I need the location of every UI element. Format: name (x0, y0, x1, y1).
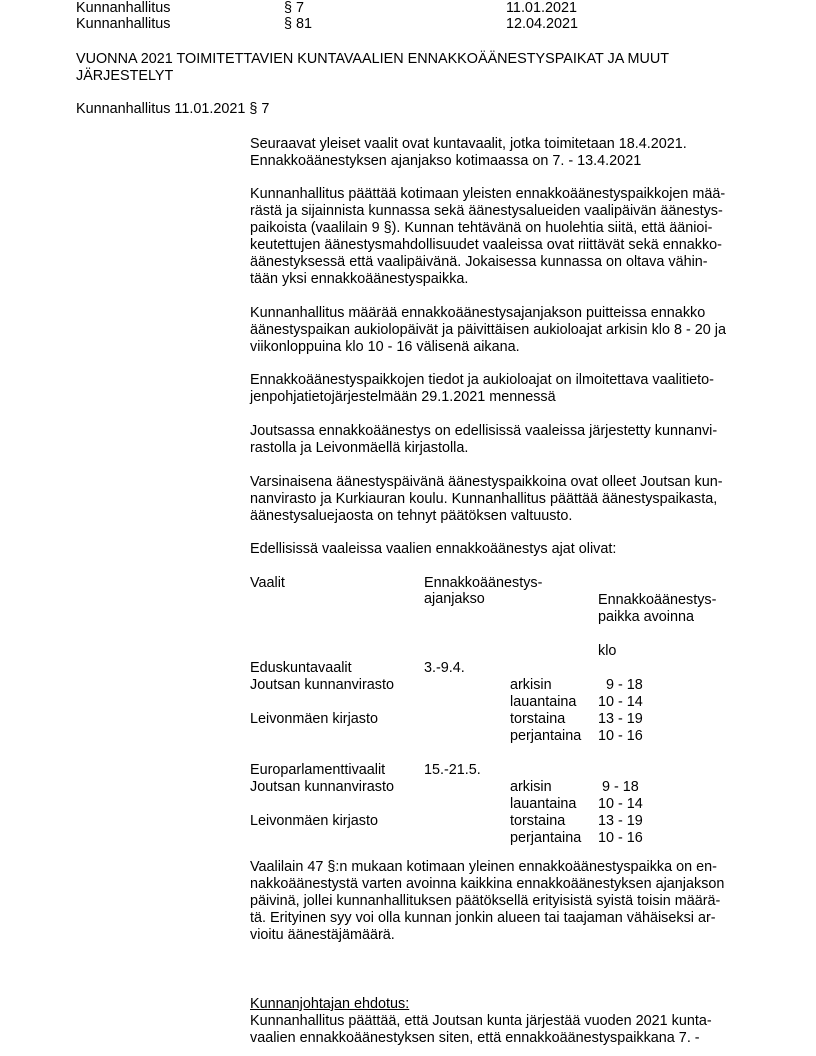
hours-value: 10 - 14 (598, 796, 643, 812)
header-date: 12.04.2021 (506, 16, 579, 32)
election-name: Eduskuntavaalit (250, 660, 352, 676)
text-line: jenpohjatietojärjestelmään 29.1.2021 mennessä (250, 389, 556, 405)
header-section: § 7 (284, 0, 305, 16)
text-line: Kunnanhallitus määrää ennakkoäänestysajanjakson puitteissa ennakko (250, 305, 706, 321)
day-label: torstaina (510, 813, 566, 829)
text-line: nakkoäänestystä varten avoinna kaikkina ennakkoäänestyksen ajanjakson (250, 876, 725, 892)
day-label: torstaina (510, 711, 566, 727)
proposal-section (250, 996, 739, 1047)
paragraph-election-law (250, 859, 739, 944)
text-line: vioitu äänestäjämäärä. (250, 927, 395, 943)
hours-value: 10 - 16 (598, 830, 643, 846)
col-header-open: Ennakkoäänestys- (598, 592, 717, 608)
paragraph-election-day-locations (250, 474, 739, 525)
header-date: 11.01.2021 (506, 0, 577, 16)
election-name: Europarlamenttivaalit (250, 762, 386, 778)
paragraph-previous-times (250, 541, 739, 558)
proposal-heading: Kunnanjohtajan ehdotus: (250, 996, 410, 1012)
text-line: Edellisissä vaaleissa vaalien ennakkoäänestys ajat olivat: (250, 541, 617, 557)
header-section: § 81 (284, 16, 313, 32)
paragraph-board-duties (250, 186, 739, 288)
meeting-reference: Kunnanhallitus 11.01.2021 § 7 (76, 101, 270, 117)
day-label: perjantaina (510, 728, 582, 744)
paragraph-registration (250, 372, 739, 406)
election-period: 3.-9.4. (424, 660, 465, 676)
text-line: tään yksi ennakkoäänestyspaikka. (250, 271, 469, 287)
hours-value: 13 - 19 (598, 813, 643, 829)
day-label: lauantaina (510, 796, 577, 812)
hours-value: 10 - 16 (598, 728, 643, 744)
text-line: vaalien ennakkoäänestyksen siten, että ennakkoäänestyspaikkana 7. - (250, 1030, 700, 1046)
paragraph-election-dates (250, 136, 739, 170)
paragraph-previous-locations (250, 423, 739, 457)
text-line: nanvirasto ja Kurkiauran koulu. Kunnanhallitus päättää äänestyspaikasta, (250, 491, 718, 507)
day-label: lauantaina (510, 694, 577, 710)
hours-value: 13 - 19 (598, 711, 643, 727)
text-line: päivinä, jollei kunnanhallituksen päätöksellä erityisistä syistä toisin määrä- (250, 893, 721, 909)
text-line: Kunnanhallitus päättää, että Joutsan kunta järjestää vuoden 2021 kunta- (250, 1013, 712, 1029)
document-title: VUONNA 2021 TOIMITETTAVIEN KUNTAVAALIEN ENNAKKOÄÄNESTYSPAIKAT JA MUUT JÄRJESTELYT (76, 51, 669, 84)
text-line: äänestysaluejaosta on tehnyt päätöksen valtuusto. (250, 508, 573, 524)
hours-value: 9 - 18 (602, 779, 639, 795)
text-line: Ennakkoäänestyksen ajanjakso kotimaassa on 7. - 13.4.2021 (250, 153, 642, 169)
day-label: arkisin (510, 677, 552, 693)
day-label: perjantaina (510, 830, 582, 846)
text-line: keutettujen äänestysmahdollisuudet vaaleissa ovat riittävät sekä ennakko- (250, 237, 722, 253)
header-body: Kunnanhallitus (76, 16, 171, 32)
text-line: äänestyspaikan aukiolopäivät ja päivittäisen aukioloajat arkisin klo 8 - 20 ja (250, 322, 726, 338)
day-label: arkisin (510, 779, 552, 795)
text-line: äänestyksessä että vaalipäivänä. Jokaisessa kunnassa on oltava vähin- (250, 254, 708, 270)
text-line: rästä ja sijainnista kunnassa sekä äänestysalueiden vaalipäivän äänestys- (250, 203, 723, 219)
text-line: Joutsassa ennakkoäänestys on edellisissä vaaleissa järjestetty kunnanvi- (250, 423, 718, 439)
hours-value: 10 - 14 (598, 694, 643, 710)
text-line: Seuraavat yleiset vaalit ovat kuntavaalit, jotka toimitetaan 18.4.2021. (250, 136, 687, 152)
col-header-period: ajanjakso (424, 591, 485, 607)
col-header-time-unit: klo (598, 643, 617, 659)
text-line: viikonloppuina klo 10 - 16 välisenä aikana. (250, 339, 520, 355)
place-name: Leivonmäen kirjasto (250, 813, 378, 829)
text-line: Vaalilain 47 §:n mukaan kotimaan yleinen ennakkoäänestyspaikka on en- (250, 859, 717, 875)
header-body: Kunnanhallitus (76, 0, 171, 16)
paragraph-opening-hours (250, 305, 739, 356)
text-line: Varsinaisena äänestyspäivänä äänestyspaikkoina ovat olleet Joutsan kun- (250, 474, 723, 490)
place-name: Leivonmäen kirjasto (250, 711, 378, 727)
text-line: rastolla ja Leivonmäellä kirjastolla. (250, 440, 469, 456)
place-name: Joutsan kunnanvirasto (250, 677, 394, 693)
col-header-elections: Vaalit (250, 575, 285, 591)
text-line: Ennakkoäänestyspaikkojen tiedot ja aukioloajat on ilmoitettava vaalitieto- (250, 372, 714, 388)
hours-value: 9 - 18 (606, 677, 643, 693)
col-header-period: Ennakkoäänestys- (424, 575, 543, 591)
text-line: Kunnanhallitus päättää kotimaan yleisten ennakkoäänestyspaikkojen mää- (250, 186, 726, 202)
text-line: tä. Erityinen syy voi olla kunnan jonkin alueen tai taajaman vähäiseksi ar- (250, 910, 716, 926)
text-line: paikoista (vaalilain 9 §). Kunnan tehtävänä on huolehtia siitä, että äänioi- (250, 220, 713, 236)
place-name: Joutsan kunnanvirasto (250, 779, 394, 795)
col-header-open: paikka avoinna (598, 609, 695, 625)
election-period: 15.-21.5. (424, 762, 481, 778)
